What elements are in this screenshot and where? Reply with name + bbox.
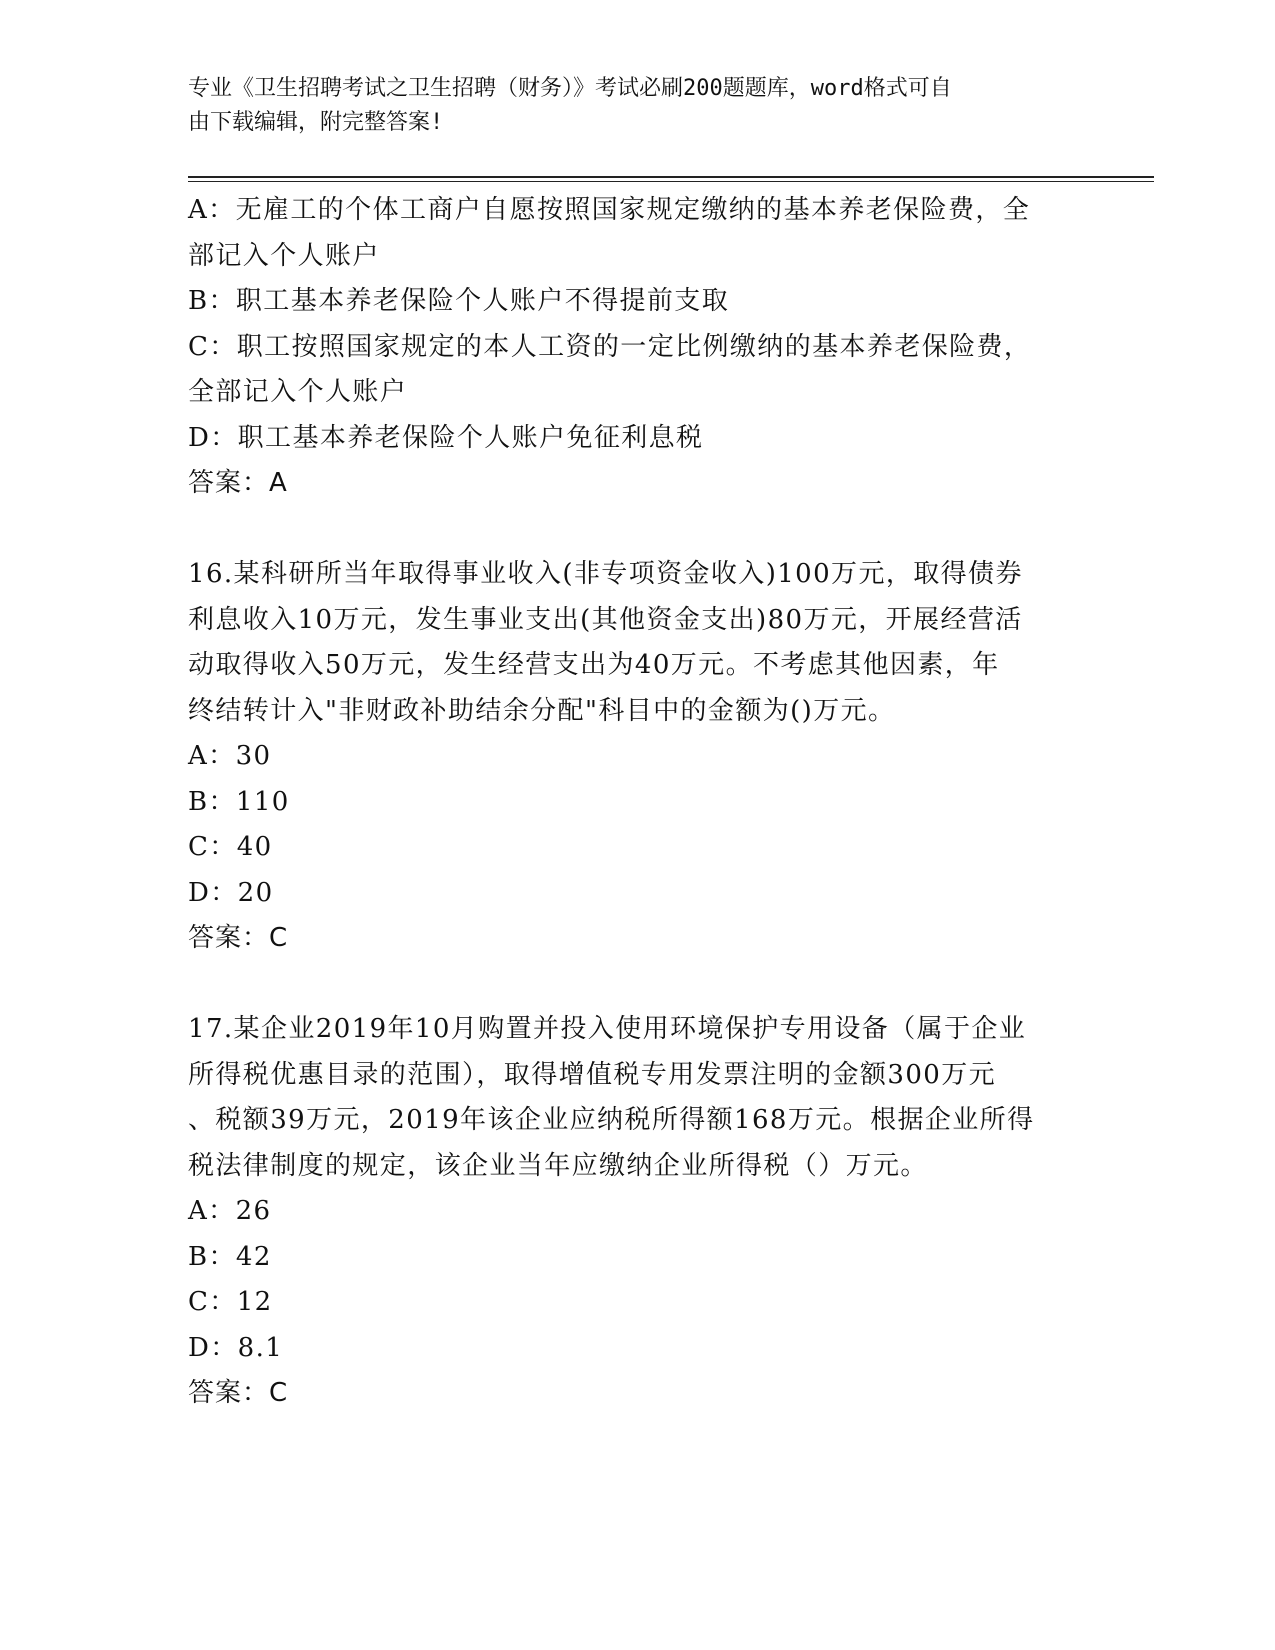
header-divider-thick (188, 176, 1154, 178)
question-16 (188, 552, 1088, 962)
question-stem-line-3: 动取得收入50万元，发生经营支出为40万元。不考虑其他因素，年 (188, 650, 1000, 680)
option-d: D：20 (188, 877, 274, 908)
option-d: D：职工基本养老保险个人账户免征利息税 (188, 422, 704, 453)
option-c: C：12 (188, 1287, 273, 1317)
question-stem-line-1: 16.某科研所当年取得事业收入(非专项资金收入)100万元，取得债券 (188, 559, 1023, 589)
question-17 (188, 1007, 1088, 1417)
answer: 答案：C (188, 1378, 289, 1408)
question-list (188, 188, 1088, 1417)
answer: 答案：C (188, 923, 289, 953)
header-line-2: 由下载编辑，附完整答案! (188, 110, 444, 135)
option-b: B：职工基本养老保险个人账户不得提前支取 (188, 286, 730, 316)
question-stem-line-1: 17.某企业2019年10月购置并投入使用环境保护专用设备（属于企业 (188, 1014, 1027, 1044)
document-header (188, 72, 1068, 140)
spacer (188, 507, 1088, 553)
option-c: C：40 (188, 832, 273, 862)
question-stem-line-2: 所得税优惠目录的范围），取得增值税专用发票注明的金额300万元 (188, 1059, 997, 1090)
answer: 答案：A (188, 468, 288, 498)
option-a-line-2: 部记入个人账户 (188, 240, 380, 271)
option-a-line-1: A：无雇工的个体工商户自愿按照国家规定缴纳的基本养老保险费，全 (188, 195, 1031, 225)
option-c-line-1: C：职工按照国家规定的本人工资的一定比例缴纳的基本养老保险费， (188, 331, 1032, 362)
spacer (188, 962, 1088, 1008)
option-d: D：8.1 (188, 1332, 284, 1363)
question-stem-line-3: 、税额39万元，2019年该企业应纳税所得额168万元。根据企业所得 (188, 1105, 1035, 1135)
header-divider-thin (188, 181, 1154, 182)
header-line-1: 专业《卫生招聘考试之卫生招聘（财务）》考试必刷200题题库，word格式可自 (188, 76, 952, 101)
option-b: B：42 (188, 1241, 272, 1272)
question-stem-line-4: 终结转计入"非财政补助结余分配"科目中的金额为()万元。 (188, 695, 896, 726)
option-a: A：30 (188, 741, 272, 771)
question-stem-line-2: 利息收入10万元，发生事业支出(其他资金支出)80万元，开展经营活 (188, 604, 1023, 635)
option-a: A：26 (188, 1196, 272, 1226)
question-15 (188, 188, 1088, 507)
question-stem-line-4: 税法律制度的规定，该企业当年应缴纳企业所得税（）万元。 (188, 1150, 928, 1181)
option-b: B：110 (188, 786, 290, 817)
option-c-line-2: 全部记入个人账户 (188, 377, 408, 407)
